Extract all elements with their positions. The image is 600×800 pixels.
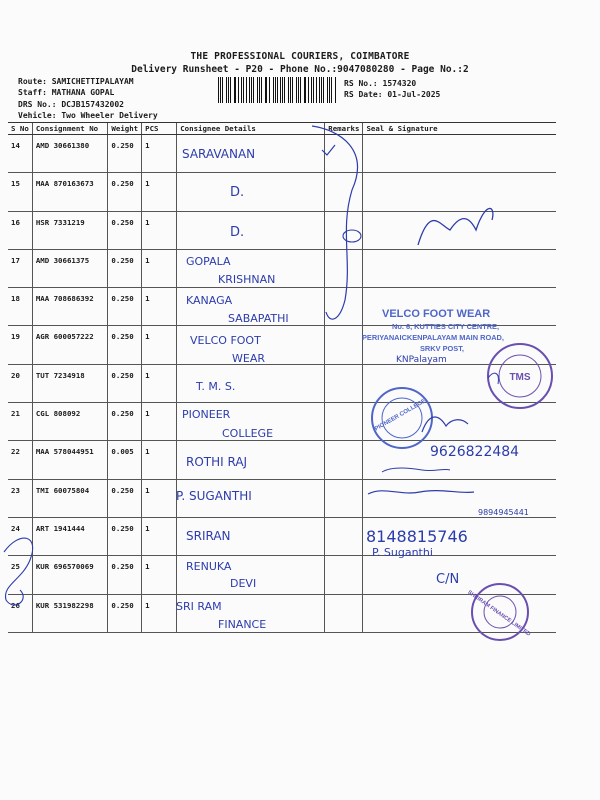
table-row	[8, 288, 556, 326]
cell-pcs: 1	[142, 403, 177, 441]
cell-consignee	[177, 479, 325, 517]
hw-phone3: 8148815746	[366, 527, 468, 546]
cell-weight: 0.250	[108, 326, 142, 364]
cell-consignee	[177, 288, 325, 326]
table-row	[8, 173, 556, 211]
cell-consignment: KUR 531982298	[32, 594, 108, 632]
velco-stamp-name: VELCO FOOT WEAR	[382, 308, 491, 320]
cell-sno: 17	[8, 249, 32, 287]
hw-row26a: SRI RAM	[176, 600, 222, 613]
barcode-bar	[238, 77, 239, 103]
drs-number: DRS No.: DCJB157432002	[18, 100, 124, 109]
col-sno: S No	[8, 123, 32, 135]
cell-seal-signature	[363, 594, 556, 632]
hw-row18a: KANAGA	[186, 294, 233, 307]
cell-remarks	[325, 211, 363, 249]
cell-weight: 0.250	[108, 288, 142, 326]
cell-consignee	[177, 326, 325, 364]
cell-weight: 0.250	[108, 249, 142, 287]
cell-sno: 18	[8, 288, 32, 326]
table-row	[8, 211, 556, 249]
table-row	[8, 135, 556, 173]
hw-row23: P. SUGANTHI	[176, 489, 252, 503]
cell-seal-signature	[363, 479, 556, 517]
hw-row14: SARAVANAN	[182, 147, 256, 161]
rs-date: RS Date: 01-Jul-2025	[344, 90, 441, 99]
table-row	[8, 403, 556, 441]
table-row	[8, 326, 556, 364]
cell-seal-signature	[363, 326, 556, 364]
cell-sno: 19	[8, 326, 32, 364]
cell-consignment: AGR 600057222	[32, 326, 108, 364]
barcode-bar	[261, 77, 262, 103]
hw-row25b: DEVI	[230, 577, 257, 590]
hw-phone2: 9894945441	[478, 508, 529, 517]
table-row	[8, 441, 556, 479]
cell-sno: 20	[8, 364, 32, 402]
table-row	[8, 594, 556, 632]
cell-consignment: ART 1941444	[32, 517, 108, 555]
hw-row25a: RENUKA	[186, 560, 232, 573]
cell-consignment: KUR 696570069	[32, 556, 108, 594]
barcode-bar	[253, 77, 254, 103]
cell-remarks	[325, 594, 363, 632]
vehicle-label: Vehicle: Two Wheeler Delivery	[18, 111, 158, 120]
velco-stamp-line4: KNPalayam	[396, 355, 447, 365]
cell-sno: 23	[8, 479, 32, 517]
hw-row19b: WEAR	[232, 352, 265, 365]
route-label: Route: SAMICHETTIPALAYAM	[18, 77, 134, 86]
cell-pcs: 1	[142, 479, 177, 517]
cell-weight: 0.250	[108, 211, 142, 249]
col-weight: Weight	[108, 123, 142, 135]
cell-seal-signature	[363, 288, 556, 326]
pioneer-seal-text: PIONEER COLLEGE	[374, 398, 427, 433]
cell-sno: 16	[8, 211, 32, 249]
cell-weight: 0.250	[108, 594, 142, 632]
barcode-bar	[296, 77, 297, 103]
table-row	[8, 517, 556, 555]
cell-seal-signature	[363, 441, 556, 479]
cell-consignee	[177, 517, 325, 555]
cell-remarks	[325, 326, 363, 364]
col-consignment: Consignment No	[32, 123, 108, 135]
hw-row20: T. M. S.	[196, 380, 236, 393]
cell-pcs: 1	[142, 211, 177, 249]
cell-weight: 0.005	[108, 441, 142, 479]
barcode-bar	[311, 77, 312, 103]
cell-seal-signature	[363, 211, 556, 249]
cell-seal-signature	[363, 173, 556, 211]
barcode-bar	[226, 77, 227, 103]
company-title: THE PROFESSIONAL COURIERS, COIMBATORE	[190, 51, 410, 62]
cell-consignee	[177, 556, 325, 594]
cell-pcs: 1	[142, 249, 177, 287]
cell-sno: 26	[8, 594, 32, 632]
cell-seal-signature	[363, 135, 556, 173]
cell-consignment: AMD 30661375	[32, 249, 108, 287]
cell-weight: 0.250	[108, 364, 142, 402]
cell-remarks	[325, 517, 363, 555]
hw-row26b: FINANCE	[218, 618, 267, 631]
cell-seal-signature	[363, 556, 556, 594]
staff-label: Staff: MATHANA GOPAL	[18, 88, 115, 97]
cell-seal-signature	[363, 517, 556, 555]
barcode-bar	[241, 77, 242, 103]
cell-consignment: CGL 808092	[32, 403, 108, 441]
barcode-bar	[305, 77, 306, 103]
barcode-bar	[323, 77, 324, 103]
barcode-bar	[319, 77, 320, 103]
cell-pcs: 1	[142, 441, 177, 479]
cell-seal-signature	[363, 249, 556, 287]
table-row	[8, 556, 556, 594]
hw-cin: C/N	[436, 572, 460, 587]
hw-row22: ROTHI RAJ	[186, 455, 248, 469]
barcode-bar	[280, 77, 281, 103]
velco-stamp-line3: SRKV POST,	[420, 344, 464, 353]
hw-row19a: VELCO FOOT	[190, 334, 261, 347]
barcode-bar	[292, 77, 293, 103]
cell-sno: 25	[8, 556, 32, 594]
barcode-bar	[273, 77, 274, 103]
cell-seal-signature	[363, 403, 556, 441]
hw-row15: D.	[230, 185, 245, 200]
cell-consignee	[177, 135, 325, 173]
cell-consignee	[177, 403, 325, 441]
tms-seal-text: TMS	[509, 372, 531, 383]
barcode-bar	[249, 77, 250, 103]
barcode-bar	[230, 77, 231, 103]
col-seal-signature: Seal & Signature	[363, 123, 556, 135]
cell-consignment: MAA 870163673	[32, 173, 108, 211]
cell-pcs: 1	[142, 173, 177, 211]
cell-consignment: TUT 7234918	[32, 364, 108, 402]
cell-remarks	[325, 135, 363, 173]
cell-sno: 24	[8, 517, 32, 555]
cell-pcs: 1	[142, 326, 177, 364]
sriram-seal-text: SHRIRAM FINANCE LIMITED	[466, 589, 532, 638]
hw-row17a: GOPALA	[186, 255, 231, 268]
cell-consignee	[177, 364, 325, 402]
rs-number: RS No.: 1574320	[344, 79, 417, 88]
col-remarks: Remarks	[325, 123, 363, 135]
cell-consignment: TMI 60075804	[32, 479, 108, 517]
barcode-bar	[331, 77, 332, 103]
cell-remarks	[325, 403, 363, 441]
cell-pcs: 1	[142, 556, 177, 594]
cell-pcs: 1	[142, 594, 177, 632]
cell-consignee	[177, 249, 325, 287]
hw-row24: SRIRAN	[186, 529, 231, 543]
velco-stamp-line1: No. 6, KUTTIES CITY CENTRE,	[392, 322, 500, 331]
cell-remarks	[325, 288, 363, 326]
col-pcs: PCS	[142, 123, 177, 135]
table-header-row	[8, 123, 556, 135]
table-row	[8, 249, 556, 287]
barcode-bar	[218, 77, 219, 103]
velco-stamp-line2: PERIYANAICKENPALAYAM MAIN ROAD,	[362, 333, 504, 342]
cell-weight: 0.250	[108, 479, 142, 517]
hw-row17b: KRISHNAN	[218, 273, 276, 286]
cell-consignment: AMD 30661380	[32, 135, 108, 173]
hw-row16: D.	[230, 225, 245, 240]
cell-remarks	[325, 364, 363, 402]
cell-pcs: 1	[142, 135, 177, 173]
cell-remarks	[325, 479, 363, 517]
cell-sno: 14	[8, 135, 32, 173]
table-row	[8, 364, 556, 402]
cell-sno: 15	[8, 173, 32, 211]
delivery-table	[8, 122, 556, 633]
barcode	[218, 77, 336, 103]
hw-row21a: PIONEER	[182, 408, 231, 421]
cell-weight: 0.250	[108, 556, 142, 594]
hw-sig-name: P. Suganthi	[372, 546, 433, 559]
cell-weight: 0.250	[108, 135, 142, 173]
cell-weight: 0.250	[108, 403, 142, 441]
cell-remarks	[325, 173, 363, 211]
col-consignee: Consignee Details	[177, 123, 325, 135]
cell-weight: 0.250	[108, 517, 142, 555]
cell-consignee	[177, 211, 325, 249]
cell-pcs: 1	[142, 288, 177, 326]
cell-consignee	[177, 173, 325, 211]
cell-consignment: MAA 708686392	[32, 288, 108, 326]
barcode-bar	[288, 77, 289, 103]
cell-pcs: 1	[142, 517, 177, 555]
hw-row18b: SABAPATHI	[228, 312, 289, 325]
table-row	[8, 479, 556, 517]
cell-pcs: 1	[142, 364, 177, 402]
cell-consignment: MAA 578044951	[32, 441, 108, 479]
cell-sno: 21	[8, 403, 32, 441]
cell-weight: 0.250	[108, 173, 142, 211]
cell-seal-signature	[363, 364, 556, 402]
barcode-bar	[269, 77, 270, 103]
cell-remarks	[325, 441, 363, 479]
runsheet-title: Delivery Runsheet - P20 - Phone No.:9047080280 - Page No.:2	[131, 64, 469, 75]
cell-consignee	[177, 594, 325, 632]
cell-sno: 22	[8, 441, 32, 479]
cell-consignment: HSR 7331219	[32, 211, 108, 249]
cell-remarks	[325, 249, 363, 287]
cell-consignee	[177, 441, 325, 479]
hw-phone1: 9626822484	[430, 444, 520, 460]
hw-row21b: COLLEGE	[222, 427, 274, 440]
cell-remarks	[325, 556, 363, 594]
